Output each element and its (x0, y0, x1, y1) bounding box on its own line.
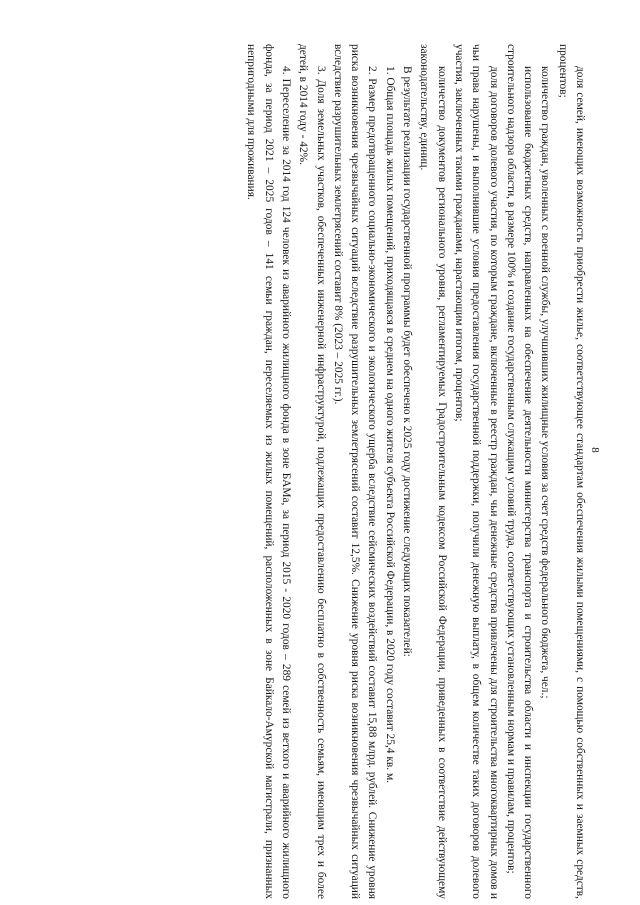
paragraph-military-housing: количество граждан, уволенных с военной службы, улучшивших жилищные условия за счет средств федерального бюджета, чел.; (539, 66, 552, 699)
paragraph-regional-documents: количество документов регионального уровня, регламентируемых Градостроительным кодексом Российской Федерации, приведенных в соответствие действующему законодательству, единиц. (418, 44, 448, 899)
document-body (242, 44, 588, 899)
paragraph-results-intro: В результате реализации государственной программы будет обеспечено к 2025 году достижение следующих показателей: (401, 66, 414, 657)
page-number: 8 (588, 447, 601, 453)
paragraph-indicator-1: 1. Общая площадь жилых помещений, приходящаяся в среднем на одного жителя субъекта Российской Федерации, в 2020 году составит 25,4 кв. м. (383, 66, 396, 783)
paragraph-indicator-4: 4. Переселение за 2014 год 124 человек из аварийного жилищного фонда в зоне БАМа, за период 2015 - 2020 годов – 289 семей из ветхого и аварийного жилищного фонда, за период 2021 – 2025 годов – 141 семьи граждан, переселяемых из жилых помещений, расположенных в зоне Байкало-Амурской магистрали, признанных непригодными для проживания. (245, 44, 292, 899)
paragraph-indicator-2: 2. Размер предотвращенного социально-экономического и экологического ущерба вследствие сейсмических воздействий составит 15,88 млрд. рублей. Снижение уровня риска возникновения чрезвычайных ситуаций вследствие разрушительных землетрясений составит 12,5%. Снижение уровня риска возникновения чрезвычайных ситуаций вследствие разрушительных землетрясений составит 8% (2023 – 2025 гг.). (331, 44, 379, 899)
paragraph-shared-construction: доля договоров долевого участия, по которым граждане, включенные в реестр граждан, чьи денежные средства привлечены для строительства многоквартирных домов и чьи права нарушены, и выполнившие условия предоставления государственной поддержки, получили денежную выплату, в общем количестве таких договоров долевого участия, заключенных такими гражданами, нарастающим итогом, процентов; (452, 44, 500, 899)
paragraph-indicator-3: 3. Доля земельных участков, обеспеченных инженерной инфраструктурой, подлежащих предоставлению бесплатно в собственность семьям, имеющим трех и более детей, в 2014 году - 42%. (297, 44, 327, 899)
paragraph-families-housing: доля семей, имеющих возможность приобрести жилье, соответствующее стандартам обеспечения жилыми помещениями, с помощью собственных и заемных средств, процентов; (556, 44, 586, 899)
paragraph-budget-usage: использование бюджетных средств, направленных на обеспечение деятельности министерства транспорта и строительства области и инспекции государственного строительного надзора области, в размере 100% и создание государственным служащим условий труда, соответствующих установленным нормам и правилам, процентов; (504, 44, 535, 899)
